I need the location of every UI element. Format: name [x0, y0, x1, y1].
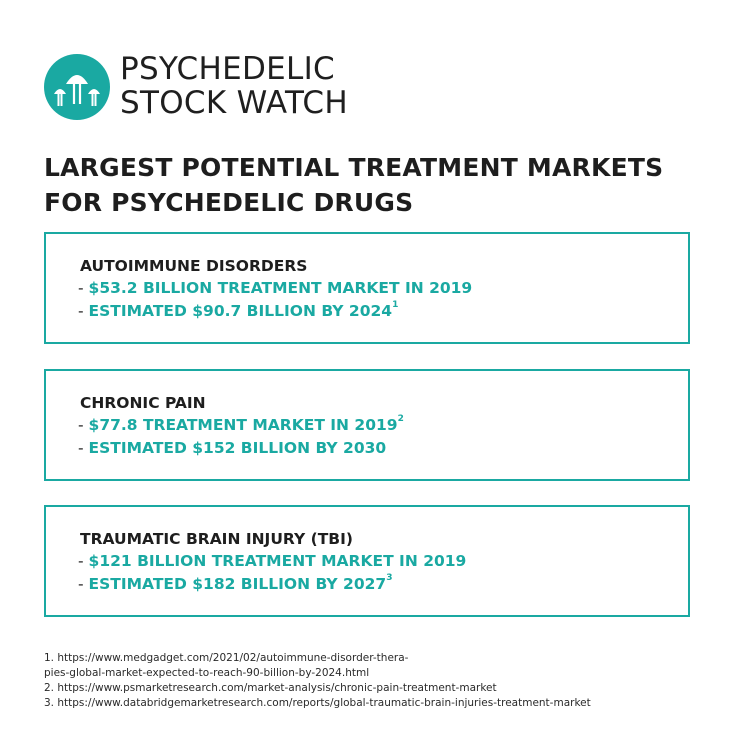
mushroom-icon: [44, 54, 110, 120]
footnote-ref: 1: [392, 300, 399, 310]
card-stat-line-2: [78, 439, 386, 457]
market-card-chronic-pain: [44, 369, 690, 481]
bullet: -: [78, 416, 89, 434]
page-title: [44, 150, 724, 220]
bullet: -: [78, 575, 89, 593]
card-stat-line-2: [78, 302, 398, 320]
page-title-line-2: FOR PSYCHEDELIC DRUGS: [44, 188, 414, 217]
logo: [44, 52, 384, 122]
footnote-ref: 2: [397, 414, 404, 424]
footnote-1b: pies-global-market-expected-to-reach-90-billion-by-2024.html: [44, 667, 370, 679]
card-stat-line-1: [78, 552, 466, 570]
logo-line-2: STOCK WATCH: [120, 85, 348, 121]
card-title: TRAUMATIC BRAIN INJURY (TBI): [80, 530, 353, 548]
card-stat-text: $53.2 BILLION TREATMENT MARKET IN 2019: [88, 279, 473, 297]
market-card-autoimmune: [44, 232, 690, 344]
logo-line-1: PSYCHEDELIC: [120, 51, 335, 87]
card-stat-text: ESTIMATED $182 BILLION BY 2027: [88, 575, 387, 593]
card-stat-line-1: [78, 416, 404, 434]
card-stat-text: $121 BILLION TREATMENT MARKET IN 2019: [88, 552, 467, 570]
card-stat-text: $77.8 TREATMENT MARKET IN 2019: [88, 416, 398, 434]
card-stat-text: ESTIMATED $90.7 BILLION BY 2024: [88, 302, 393, 320]
bullet: -: [78, 279, 89, 297]
footnote-3: 3. https://www.databridgemarketresearch.com/reports/global-traumatic-brain-injuries-treatment-market: [44, 697, 591, 709]
card-stat-text: ESTIMATED $152 BILLION BY 2030: [88, 439, 387, 457]
card-stat-line-1: [78, 279, 472, 297]
page-title-line-1: LARGEST POTENTIAL TREATMENT MARKETS: [44, 153, 664, 182]
footnote-ref: 3: [386, 573, 393, 583]
bullet: -: [78, 439, 89, 457]
card-title: CHRONIC PAIN: [80, 394, 206, 412]
market-card-tbi: [44, 505, 690, 617]
bullet: -: [78, 302, 89, 320]
footnotes: [44, 651, 724, 711]
logo-wordmark: [120, 52, 348, 120]
footnote-1a: 1. https://www.medgadget.com/2021/02/autoimmune-disorder-thera-: [44, 652, 409, 664]
card-stat-line-2: [78, 575, 392, 593]
card-title: AUTOIMMUNE DISORDERS: [80, 257, 308, 275]
bullet: -: [78, 552, 89, 570]
footnote-2: 2. https://www.psmarketresearch.com/market-analysis/chronic-pain-treatment-market: [44, 682, 497, 694]
